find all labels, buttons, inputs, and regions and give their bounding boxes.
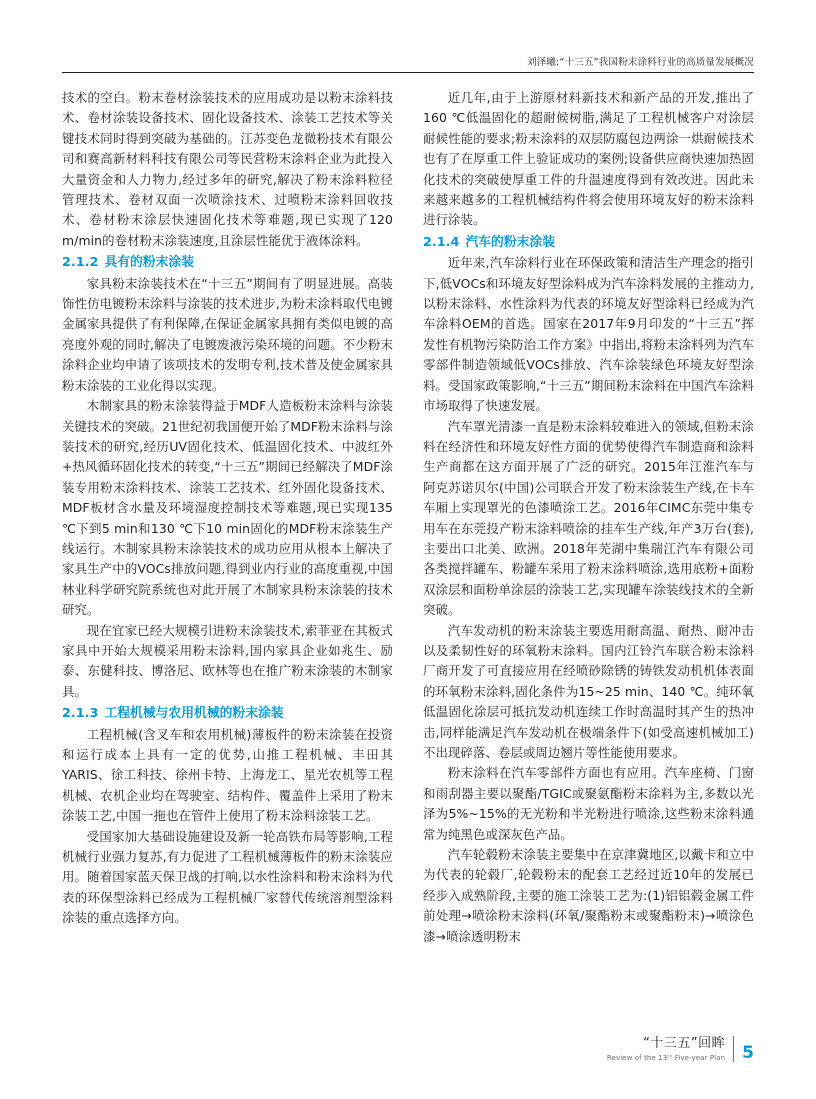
section-title: 汽车的粉末涂装: [465, 234, 556, 250]
paragraph: 木制家具的粉末涂装得益于MDF人造板粉末涂料与涂装关键技术的突破。21世纪初我国便开始了MDF粉末涂料与涂装技术的研究,经历UV固化技术、低温固化技术、中波红外+热风循环固化技术的转变,“十三五”期间已经解决了MDF涂装专用粉末涂料技术、涂装工艺技术、红外固化设备技术、MDF板材含水量及环境湿度控制技术等难题,现已实现135 ℃下到5 min和130 ℃下10 min固化的MDF粉末涂装生产线运行。木制家具粉末涂装技术的成功应用从根本上解决了家具生产中的VOCs排放问题,得到业内行业的高度重视,中国林业科学研究院系统也对此开展了木制家具粉末涂装的技术研究。: [62, 398, 393, 618]
paragraph: 家具粉末涂装技术在“十三五”期间有了明显进展。高装饰性仿电镀粉末涂料与涂装的技术进步,为粉末涂料取代电镀金属家具提供了有利保障,在保证金属家具拥有类似电镀的高亮度外观的同时,解决了电镀废液污染环境的问题。不少粉末涂料企业均申请了该项技术的发明专利,技术普及使金属家具粉末涂装的工业化得以实现。: [62, 275, 393, 393]
running-head: 刘泽曦:“十三五”我国粉末涂料行业的高质量发展概况: [526, 57, 754, 68]
section-title: 具有的粉末涂装: [104, 255, 195, 271]
paragraph: 工程机械(含叉车和农用机械)薄板件的粉末涂装在投资和运行成本上具有一定的优势,山推工程机械、丰田其YARIS、徐工科技、徐州卡特、上海龙工、星光农机等工程机械、农机企业均在驾驶室、结构件、覆盖件上采用了粉末涂装工艺,中国一拖也在管件上使用了粉末涂料涂装工艺。: [62, 726, 393, 824]
right-column: [423, 88, 754, 947]
paragraph: 近年来,汽车涂料行业在环保政策和清洁生产理念的指引下,低VOCs和环境友好型涂料成为汽车涂料发展的主推动力,以粉末涂料、水性涂料为代表的环境友好型涂料已经成为汽车涂料OEM的首选。国家在2017年9月印发的“十三五”挥发性有机物污染防治工作方案》中指出,将粉末涂料列为汽车零部件制造领域低VOCs排放、汽车涂装绿色环境友好型涂料。受国家政策影响,“十三五”期间粉末涂料在中国汽车涂料市场取得了快速发展。: [423, 255, 754, 414]
footer-series-en: Review of the 13ᵗʰ Five-year Plan: [606, 1054, 726, 1063]
footer-series-cn: “十三五”回眸: [643, 1036, 726, 1051]
paragraph: 汽车罩光清漆一直是粉末涂料较难进入的领域,但粉末涂料在经济性和环境友好性方面的优势使得汽车制造商和涂料生产商都在这方面开展了广泛的研究。2015年江淮汽车与阿克苏诺贝尔(中国)公司联合开发了粉末涂装生产线,在卡车车厢上实现罩光的色漆喷涂工艺。2016年CIMC东莞中集专用车在东莞投产粉末涂料喷涂的挂车生产线,年产3万台(套),主要出口北美、欧洲。2018年芜湖中集瑞江汽车有限公司各类搅拌罐车、粉罐车采用了粉末涂料喷涂,选用底粉+面粉双涂层和面粉单涂层的涂装工艺,实现罐车涂装线技术的全新突破。: [423, 418, 754, 618]
paragraph: 受国家加大基础设施建设及新一轮高铁布局等影响,工程机械行业强力复苏,有力促进了工程机械薄板件的粉末涂装应用。随着国家蓝天保卫战的打响,以水性涂料和粉末涂料为代表的环保型涂料已经成为工程机械厂家替代传统溶剂型涂料涂装的重点选择方向。: [62, 828, 393, 926]
paragraph: 近几年,由于上游原材料新技术和新产品的开发,推出了160 ℃低温固化的超耐候树脂,满足了工程机械客户对涂层耐候性能的要求;粉末涂料的双层防腐包边两涂一烘耐候技术也有了在厚重工件上验证成功的案例;设备供应商快速加热固化技术的突破使厚重工件的升温速度得到有效改进。因此未来越来越多的工程机械结构件将会使用环境友好的粉末涂料进行涂装。: [423, 90, 754, 228]
left-column: [62, 88, 393, 947]
section-heading-2-1-4: [423, 233, 754, 253]
paragraph: 汽车发动机的粉末涂装主要选用耐高温、耐热、耐冲击以及柔韧性好的环氧粉末涂料。国内江铃汽车联合粉末涂料厂商开发了可直接应用在经喷砂除锈的铸铁发动机机体表面的环氧粉末涂料,固化条件为15~25 min、140 ℃。纯环氧低温固化涂层可抵抗发动机连续工作时高温时其产生的热冲击,同样能满足汽车发动机在极端条件下(如受高速机械加工)不出现碎落、卷层或周边翘片等性能使用要求。: [423, 622, 754, 760]
paragraph: 技术的空白。粉末卷材涂装技术的应用成功是以粉末涂料技术、卷材涂装设备技术、固化设备技术、涂装工艺技术等关键技术同时得到突破为基础的。江苏变色龙微粉技术有限公司和赛高新材料科技有限公司等民营粉末涂料企业为此投入大量资金和人力物力,经过多年的研究,解决了粉末涂料粒径管理技术、卷材双面一次喷涂技术、过喷粉末涂料回收技术、卷材粉末涂层快速固化技术等难题,现已实现了120 m/min的卷材粉末涂装速度,且涂层性能优于液体涂料。: [62, 90, 393, 248]
footer-series: [607, 1036, 725, 1063]
section-title: 工程机械与农用机械的粉末涂装: [104, 706, 284, 722]
header-divider: [62, 72, 754, 73]
paragraph: 汽车轮毂粉末涂装主要集中在京津冀地区,以戴卡和立中为代表的轮毂厂,轮毂粉末的配套工艺经过近10年的发展已经步入成熟阶段,主要的施工涂装工艺为:(1)铝铝毂金属工件前处理→喷涂粉末涂料(环氧/聚酯粉末或聚酯粉末)→喷涂色漆→喷涂透明粉末: [423, 847, 754, 944]
section-heading-2-1-3: [62, 704, 393, 724]
footer-divider: [733, 1036, 734, 1062]
two-column-body: [62, 88, 754, 947]
paragraph: 粉末涂料在汽车零部件方面也有应用。汽车座椅、门窗和雨刮器主要以聚酯/TGIC或聚氨酯粉末涂料为主,多数以光泽为5%~15%的无光粉和半光粉进行喷涂,这些粉末涂料通常为纯黑色或深灰色产品。: [423, 765, 754, 842]
section-heading-2-1-2: [62, 253, 393, 273]
page-footer: [607, 1036, 754, 1063]
section-number: 2.1.4: [423, 234, 460, 250]
paragraph: 现在宜家已经大规模引进粉末涂装技术,索菲亚在其板式家具中开始大规模采用粉末涂料,国内家具企业如兆生、励泰、东健科技、博洛尼、欧林等也在推广粉末涂装的木制家具。: [62, 622, 393, 699]
section-number: 2.1.2: [62, 255, 99, 271]
section-number: 2.1.3: [62, 706, 99, 722]
page-number: 5: [742, 1043, 754, 1063]
